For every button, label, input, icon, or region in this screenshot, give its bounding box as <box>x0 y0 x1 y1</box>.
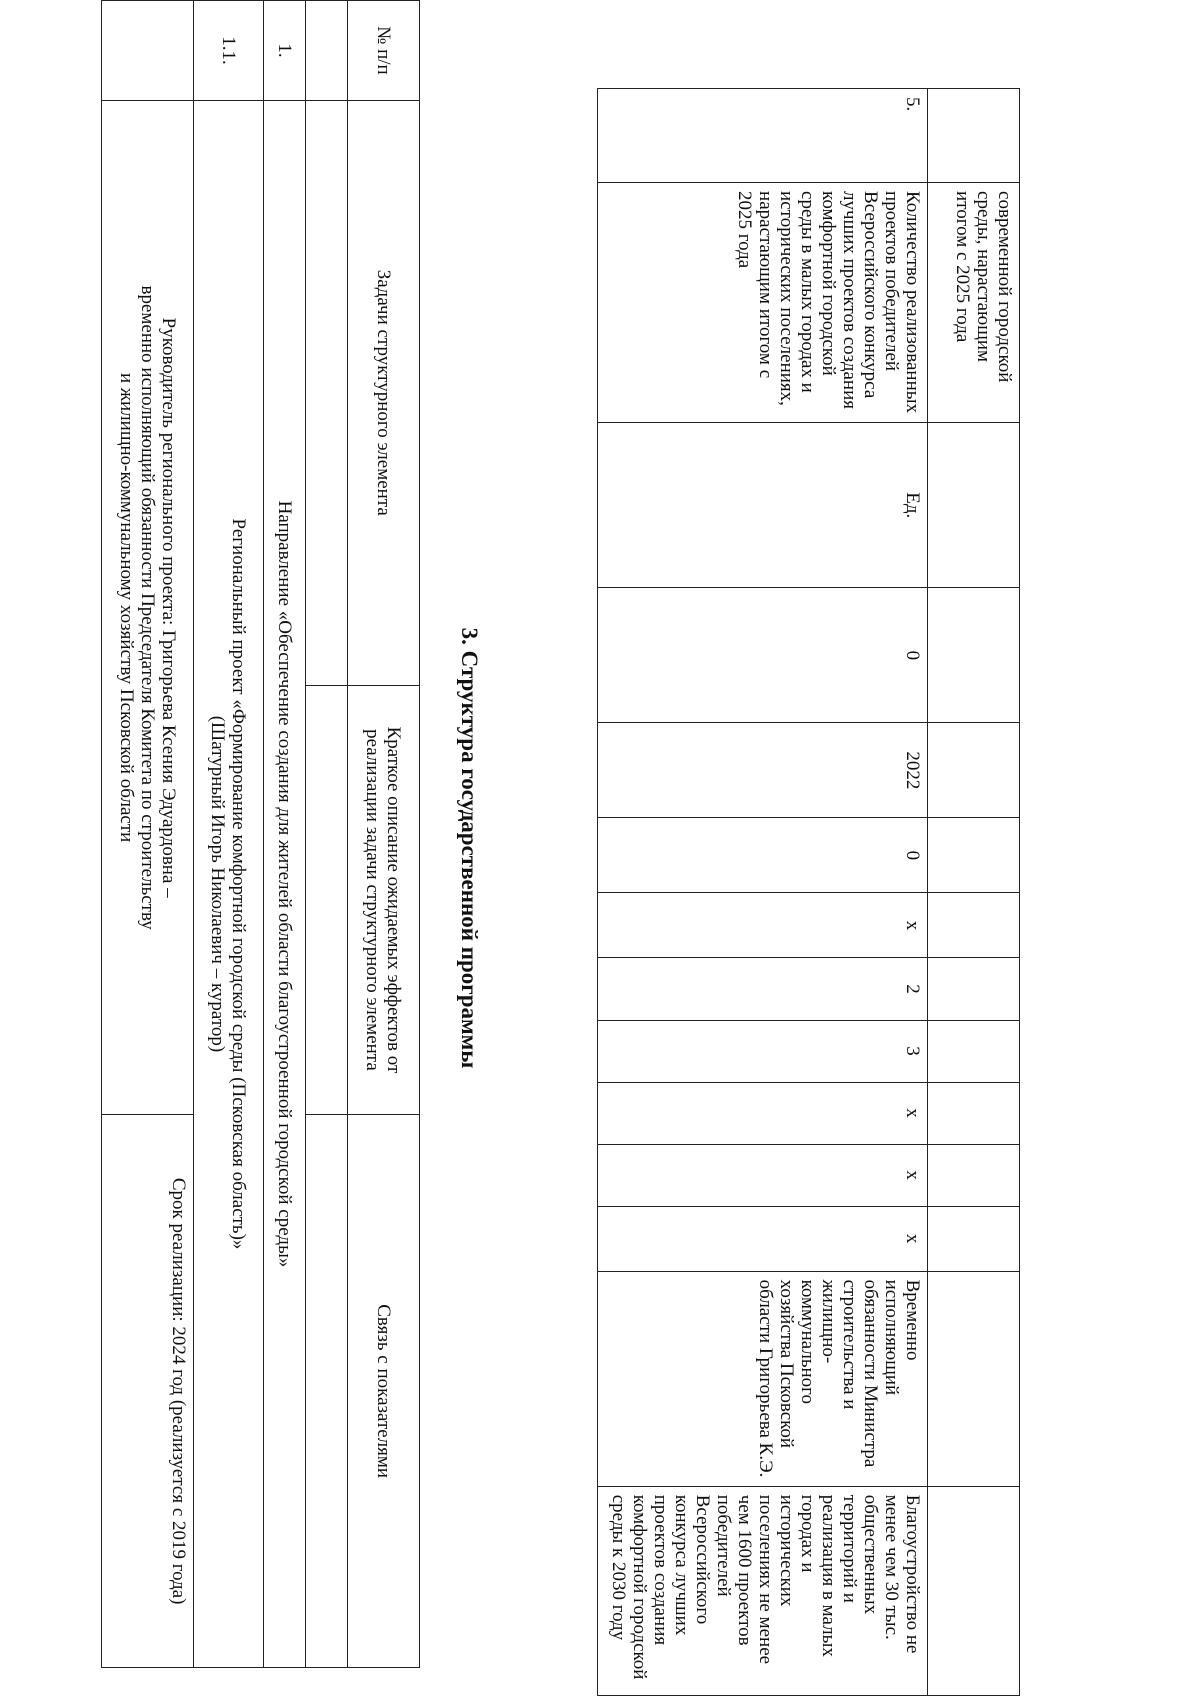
table-header-row <box>348 1 420 1668</box>
table-row <box>306 1 348 1668</box>
value-cell: х <box>598 1082 928 1144</box>
link-cell: Благоустройство не менее чем 30 тыс. общественных территорий и реализация в малых городах и исторических поселениях не менее чем 1600 проектов победителей Всероссийского конкурса лучших проектов создания комфортной городской среды к 2030 году <box>598 1486 928 1695</box>
value-cell: 0 <box>598 818 928 893</box>
project-curator: (Шатурный Игорь Николаевич – куратор) <box>207 715 229 1053</box>
responsible-cell: Временно исполняющий обязанности Министра строительства и жилищно-коммунального хозяйства Псковской области Григорьева К.Э. <box>598 1271 928 1486</box>
value-cell: х <box>598 893 928 958</box>
table-row <box>194 1 264 1668</box>
indicators-table <box>597 88 1020 1696</box>
row-number: 1.1. <box>194 1 264 101</box>
table-row <box>102 1 194 1668</box>
table-row <box>928 89 1020 1696</box>
row-number <box>306 1 348 101</box>
row-number: 1. <box>264 1 306 101</box>
row-number: 5. <box>598 89 928 183</box>
header-num: № п/п <box>348 1 420 101</box>
project-head: Руководитель регионального проекта: Григорьева Ксения Эдуардовна – временно исполняющий обязанности Председателя Комитета по строительству и жилищно-коммунальному хозяйству Псковской области <box>102 100 194 1114</box>
indicator-name: Количество реализованных проектов победителей Всероссийского конкурса лучших проектов создания комфортной городской среды в малых городах и исторических поселениях, нарастающим итогом с 2025 года <box>598 183 928 423</box>
row-number <box>928 89 1020 183</box>
direction-title: Направление «Обеспечение создания для жителей области благоустроенной городской среды» <box>264 100 306 1667</box>
implementation-term: Срок реализации: 2024 год (реализуется с 2019 года) <box>102 1115 194 1668</box>
value-cell: 2 <box>598 958 928 1020</box>
regional-project-title <box>194 100 264 1667</box>
indicator-name: современной городской среды, нарастающим итогом с 2025 года <box>928 183 1020 423</box>
section-title: 3. Структура государственной программы <box>457 627 482 1069</box>
header-tasks: Задачи структурного элемента <box>348 100 420 685</box>
base-value-cell: 0 <box>598 588 928 723</box>
value-cell: х <box>598 1144 928 1206</box>
project-name: Региональный проект «Формирование комфортной городской среды (Псковская область)» <box>228 518 250 1250</box>
structure-table <box>101 0 420 1668</box>
value-cell: х <box>598 1206 928 1271</box>
table-row <box>598 89 928 1696</box>
base-year-cell: 2022 <box>598 723 928 818</box>
value-cell: 3 <box>598 1020 928 1082</box>
unit-cell: Ед. <box>598 423 928 588</box>
header-description: Краткое описание ожидаемых эффектов от реализации задачи структурного элемента <box>348 685 420 1115</box>
table-row <box>264 1 306 1668</box>
header-link: Связь с показателями <box>348 1115 420 1668</box>
